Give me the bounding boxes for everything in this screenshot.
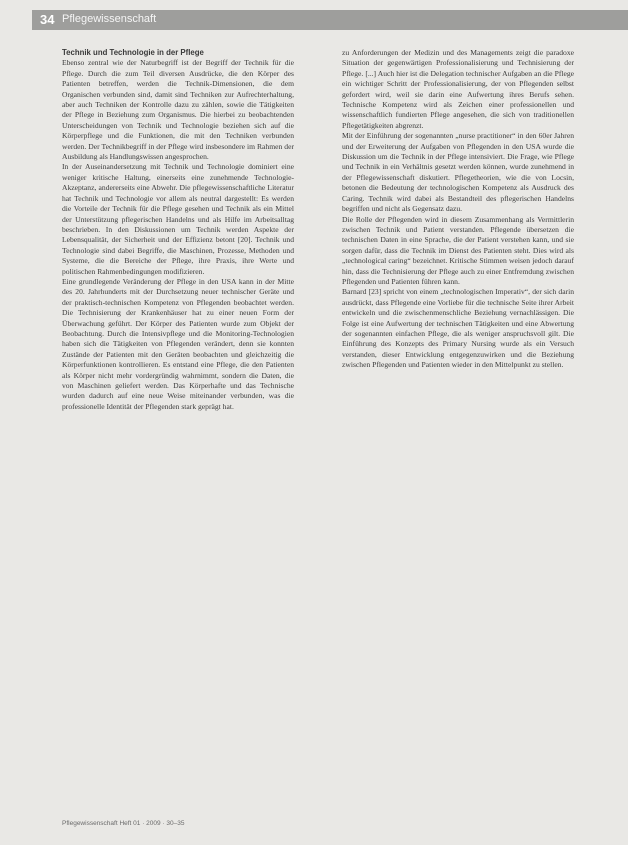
paragraph: Ebenso zentral wie der Naturbegriff ist der Begriff der Technik für die Pflege. Durch die zum Teil diversen Ausdrücke, die den Körper des Patienten betreffen, werden die Technik-Dimensionen, die dem Organischen verbunden sind, damit sind Techniken zur Aufrechterhaltung, aber auch Techniken der Kontrolle dazu zu zählen, sowie die Tätigkeiten der Pflege in Beziehung zum Organismus. Die hierbei zu beobachtenden Unterscheidungen von Technik und Technologie beziehen sich auf die Körperpflege und die Funktionen, die mit den Techniken verbunden werden. Der Technikbegriff in der Pflege wird insbesondere im Rahmen der Ausbildung als Handlungswissen angesprochen. — [62, 58, 294, 162]
paragraph: zu Anforderungen der Medizin und des Managements zeigt die paradoxe Situation der gegenwärtigen Professionalisierung und Technisierung der Pflege. [...] Auch hier ist die Delegation technischer Aufgaben an die Pflege ein wichtiger Schritt der Professionalisierung, der von Pflegenden selbst gefordert wird, weil sie darin eine Aufwertung ihres Berufs sehen. Technische Kompetenz wird als Zeichen einer professionellen und wissenschaftlich fundierten Pflege angesehen, die sich von traditionellen Pflegetätigkeiten abgrenzt. — [342, 48, 574, 130]
paragraph: Eine grundlegende Veränderung der Pflege in den USA kann in der Mitte des 20. Jahrhunderts mit der Durchsetzung neuer technischer Geräte und der praktisch-technischen Kompetenz von Pflegenden beobachtet werden. Die Technisierung der Krankenhäuser hat zu einer neuen Form der Überwachung geführt. Der Körper des Patienten wurde zum Objekt der Beobachtung. Durch die Intensivpflege und die Monitoring-Technologien haben sich die Tätigkeiten von Pflegenden verändert, denn sie konnten Zustände der Patienten mit den Geräten beobachten und gleichzeitig die Körperfunktionen kontrollieren. Es entstand eine Pflege, die den Patienten als Körper nicht mehr vordergründig wahrnimmt, sondern die Daten, die von Maschinen geliefert werden. Das Körperhafte und das Technische wurden dadurch auf eine neue Weise miteinander verbunden, was die professionelle Identität der Pflegenden stark geprägt hat. — [62, 276, 294, 411]
paragraph: Mit der Einführung der sogenannten „nurse practitioner“ in den 60er Jahren und der Erweiterung der Aufgaben von Pflegenden in den USA wurde die Diskussion um die Technik in der Pflege intensiviert. Die Frage, wie Pflege und Technik in ein Verhältnis gesetzt werden können, wurde zunehmend in der Pflegewissenschaft diskutiert. Pflegetheorien, wie die von Locsin, betonen die Bedeutung der technologischen Kompetenz als Ausdruck des Caring. Technik wird dabei als Bestandteil des pflegerischen Handelns begriffen und nicht als Gegensatz dazu. — [342, 131, 574, 214]
page-footer: Pflegewissenschaft Heft 01 · 2009 · 30–35 — [62, 820, 185, 827]
paragraph: Die Rolle der Pflegenden wird in diesem Zusammenhang als Vermittlerin zwischen Technik und Patient verstanden. Pflegende übersetzen die technischen Daten in eine Sprache, die der Patient verstehen kann, und sie sorgen dafür, dass die Technik im Dienst des Patienten steht. Dies wird als „technological caring“ bezeichnet. Kritische Stimmen weisen jedoch darauf hin, dass die Technisierung der Pflege auch zu einer Entfremdung zwischen Pflegenden und Patienten führen kann. — [342, 214, 574, 286]
page-number: 34 — [40, 12, 55, 27]
section-heading: Technik und Technologie in der Pflege — [62, 48, 204, 57]
left-column — [62, 48, 294, 813]
paragraph: In der Auseinandersetzung mit Technik und Technologie dominiert eine weniger kritische Haltung, einerseits eine zunehmende Technologie-Akzeptanz, andererseits eine Abwehr. Die pflegewissenschaftliche Literatur hat Technik und Technologie vor allem als neutral dargestellt: Es werden die Vorteile der Technik für die Pflege gesehen und Technik als ein Mittel der Unterstützung pflegerischen Handelns und als Hilfe im Arbeitsalltag beschrieben. In den Diskussionen um Technik werden Aspekte der Lebensqualität, der Sicherheit und der Effizienz betont [20]. Technik und Technologie sind dabei Begriffe, die Maschinen, Prozesse, Methoden und Systeme, die die Bereiche der Pflege, ihre Praxis, ihre Werte und politischen Rahmenbedingungen modifizieren. — [62, 162, 294, 276]
paragraph: Barnard [23] spricht von einem „technologischen Imperativ“, der sich darin ausdrückt, dass Pflegende eine Vorliebe für die technische Seite ihrer Arbeit entwickeln und die zwischenmenschliche Beziehung vernachlässigen. Die Folge ist eine Aufwertung der technischen Tätigkeiten und eine Abwertung der sogenannten einfachen Pflege, die als weniger anspruchsvoll gilt. Die Einführung des Konzepts des Primary Nursing wurde als ein Versuch verstanden, dieser Entwicklung entgegenzuwirken und die Beziehung zwischen Pflegenden und Patienten wieder in den Mittelpunkt zu stellen. — [342, 287, 574, 370]
journal-title: Pflegewissenschaft — [62, 13, 157, 25]
right-column — [342, 48, 574, 813]
